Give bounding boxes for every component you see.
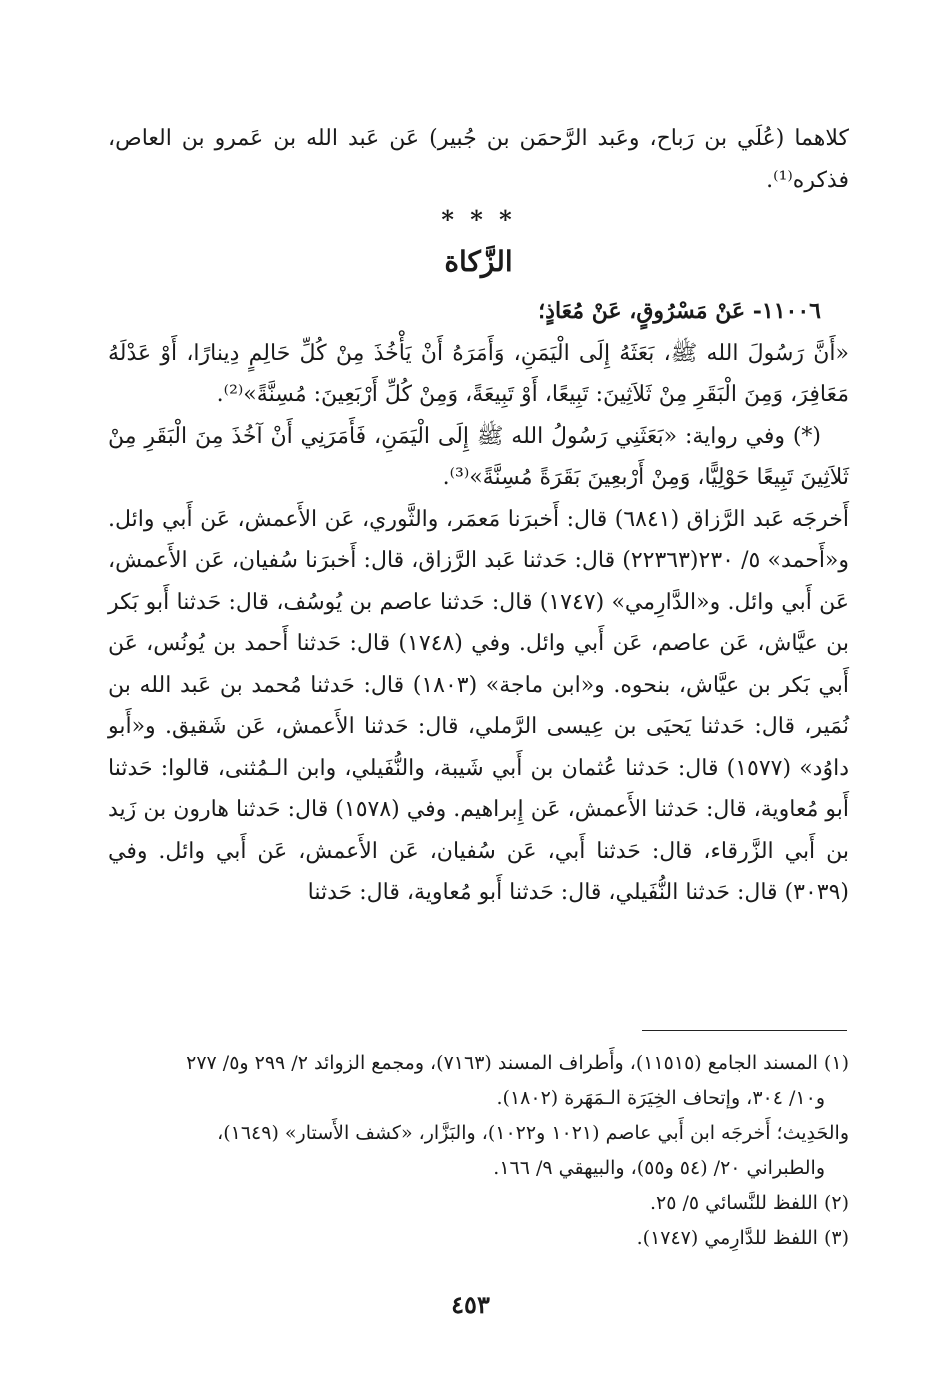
section-separator: * * * [441, 205, 516, 234]
footnotes [108, 1046, 849, 1256]
takhrij-paragraph: أَخرجَه عَبد الرَّزاق (٦٨٤١) قال: أَخبرَنا مَعمَر، والثَّوري، عَن الأَعمش، عَن أَبي وائل. و«أَحمد» ٥/ ٢٣٠(٢٢٣٦٣) قال: حَدثنا عَبد الرَّزاق، قال: أَخبرَنا سُفيان، عَن الأَعمش، عَن أَبي وائل. و«الدَّارِمي» (١٧٤٧) قال: حَدثنا عاصم بن يُوسُف، قال: حَدثنا أَبو بَكر بن عيَّاش، عَن عاصم، عَن أَبي وائل. وفي (١٧٤٨) قال: حَدثنا أَحمد بن يُونُس، عَن أَبي بَكر بن عيَّاش، بنحوه. و«ابن ماجة» (١٨٠٣) قال: حَدثنا مُحمد بن عَبد الله بن نُمَير، قال: حَدثنا يَحيَى بن عِيسى الرَّملي، قال: حَدثنا الأَعمش، عَن شَقيق. و«أَبو داوُد» (١٥٧٧) قال: حَدثنا عُثمان بن أَبي شَيبة، والنُّفَيلي، وابن الـمُثنى، قالوا: حَدثنا أَبو مُعاوية، قال: حَدثنا الأَعمش، عَن إِبراهيم. وفي (١٥٧٨) قال: حَدثنا هارون بن زَيد بن أَبي الزَّرقاء، قال: حَدثنا أَبي، عَن سُفيان، عَن الأَعمش، عَن أَبي وائل. وفي (٣٠٣٩) قال: حَدثنا النُّفَيلي، قال: حَدثنا أَبو مُعاوية، قال: حَدثنا [108, 506, 850, 905]
section-title: الزَّكاة [444, 245, 513, 278]
page-number: ٤٥٣ [451, 1290, 490, 1319]
hadith-variant: (*) وفي رواية: «بَعَثَنِي رَسُولُ الله ﷺ إِلَى الْيَمَنِ، فَأَمَرَنِي أَنْ آخُذَ مِنَ الْبَقَرِ مِنْ ثَلاَثِينَ تَبِيعًا حَوْلِيًّا، وَمِنْ أَرْبعِينَ بَقَرَةً مُسِنَّةً»⁽³⁾. [108, 423, 849, 490]
footnote-2: (٢) اللفظ للنَّسائي ٥/ ٢٥. [650, 1192, 849, 1214]
main-text [108, 118, 849, 914]
footnote-3: (٣) اللفظ للدَّارِمي (١٧٤٧). [636, 1227, 849, 1249]
hadith-text: «أَنَّ رَسُولَ الله ﷺ، بَعَثَهُ إِلَى الْيَمَنِ، وَأَمَرَهُ أَنْ يَأْخُذَ مِنْ كُلِّ حَالِمٍ دِينارًا، أَوْ عَدْلَهُ مَعَافِرَ، وَمِنَ الْبَقَرِ مِنْ ثَلاَثِينَ: تَبِيعًا، أَوْ تَبِيعَةً، وَمِنْ كُلِّ أَرْبَعِينَ: مُسِنَّةً»⁽²⁾. [108, 340, 849, 407]
footnote-separator [642, 1030, 847, 1031]
intro-paragraph: كلاهما (عُلَي بن رَباح، وعَبد الرَّحمَن بن جُبير) عَن عَبد الله بن عَمرو بن العاص، فذكره⁽¹⁾. [108, 126, 849, 193]
footnote-1-continuation: و١٠/ ٣٠٤، وإتحاف الخِيَرَة الـمَهَرة (١٨٠٢). [496, 1087, 825, 1109]
footnote-1: (١) المسند الجامع (١١٥١٥)، وأَطراف المسند (٧١٦٣)، ومجمع الزوائد ٢/ ٢٩٩ و٥/ ٢٧٧ [186, 1052, 849, 1074]
footnote-1-extra-continuation: والطبراني ٢٠/ (٥٤ و٥٥)، والبيهقي ٩/ ١٦٦. [493, 1157, 825, 1179]
footnote-1-extra: والحَدِيث؛ أَخرجَه ابن أَبي عاصم (١٠٢١ و١٠٢٢)، والبَزَّار، «كشف الأَستار» (١٦٤٩)، [217, 1122, 849, 1144]
hadith-header: ١١٠٠٦- عَنْ مَسْرُوقٍ، عَنْ مُعَاذٍ؛ [538, 298, 821, 324]
